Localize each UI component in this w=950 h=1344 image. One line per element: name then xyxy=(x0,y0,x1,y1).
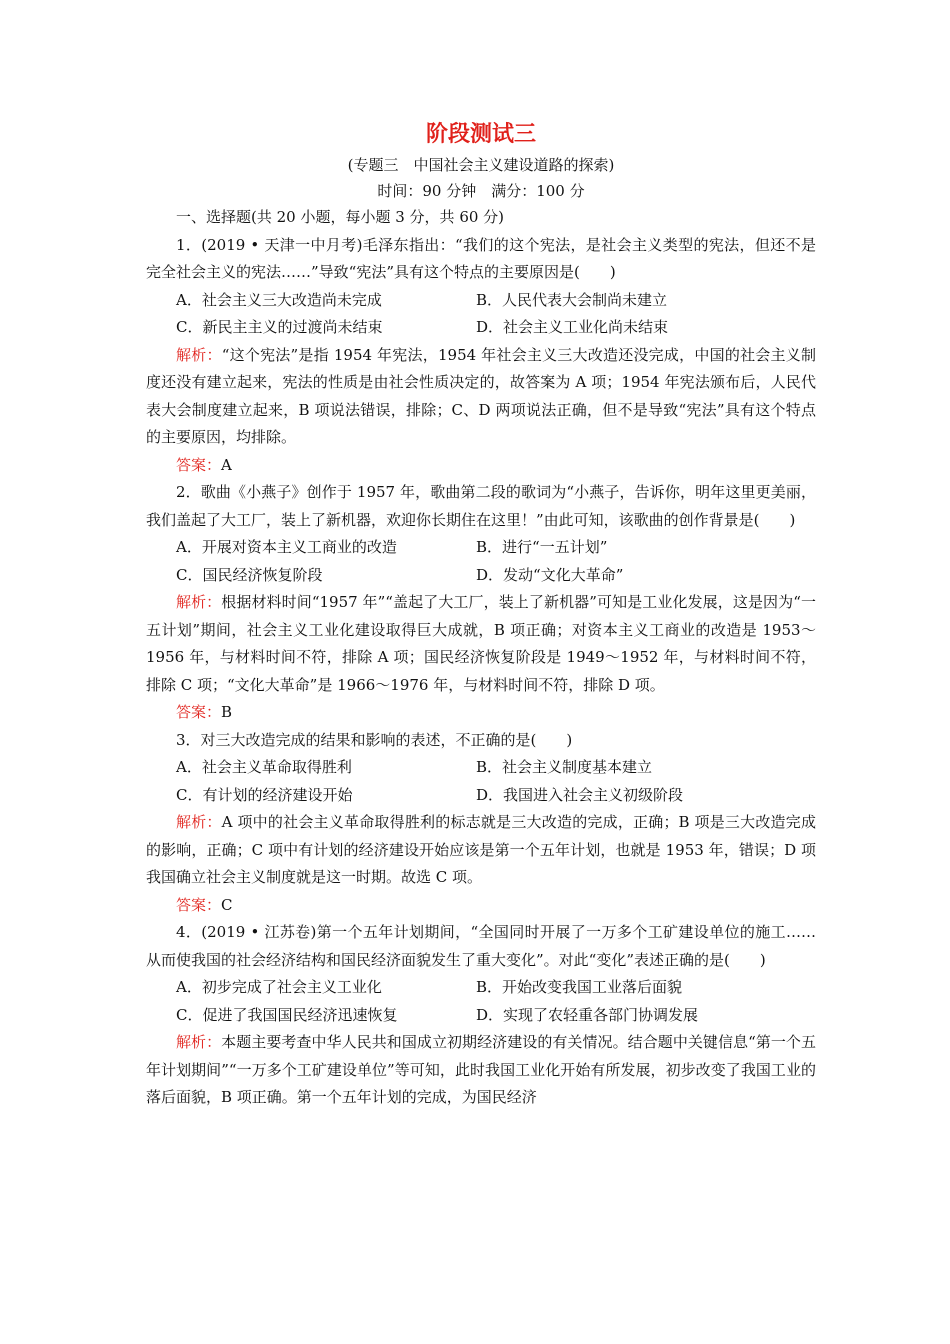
answer-value: B xyxy=(221,703,233,721)
option-a: A．社会主义三大改造尚未完成 xyxy=(176,290,382,309)
option-c: C．有计划的经济建设开始 xyxy=(176,785,353,804)
option-d: D．发动“文化大革命” xyxy=(476,565,624,584)
option-d: D．社会主义工业化尚未结束 xyxy=(476,318,669,336)
options-row xyxy=(146,974,816,1002)
option-b: B．社会主义制度基本建立 xyxy=(476,758,653,776)
answer xyxy=(146,892,816,920)
analysis-text: “这个宪法”是指 1954 年宪法，1954 年社会主义三大改造还没完成，中国的社会主义制度还没有建立起来，宪法的性质是由社会性质决定的，故答案为 A 项；1954 年宪法颁布后，人民代表大会制度建立起来，B 项说法错误，排除；C、D 两项说法正确，但不是导致“宪法”具有这个特点的主要原因，均排除。 xyxy=(146,345,816,446)
options-row xyxy=(146,314,816,342)
option-a: A．初步完成了社会主义工业化 xyxy=(176,978,382,996)
time-info: 时间：90 分钟 满分：100 分 xyxy=(377,182,585,200)
analysis xyxy=(146,342,816,452)
question-stem: 2．歌曲《小燕子》创作于 1957 年，歌曲第二段的歌词为“小燕子，告诉你，明年这里更美丽，我们盖起了大工厂，装上了新机器，欢迎你长期住在这里！”由此可知，该歌曲的创作背景是( ) xyxy=(146,483,816,529)
answer-value: C xyxy=(221,895,233,914)
analysis-label: 解析： xyxy=(176,813,222,831)
answer xyxy=(146,452,816,480)
question-stem: 1．(2019 • 天津一中月考)毛泽东指出：“我们的这个宪法，是社会主义类型的宪法，但还不是完全社会主义的宪法……”导致“宪法”具有这个特点的主要原因是( ) xyxy=(146,235,816,281)
answer-label: 答案： xyxy=(176,703,222,721)
subtitle: (专题三 中国社会主义建设道路的探索) xyxy=(347,156,615,174)
option-b: B．人民代表大会制尚未建立 xyxy=(476,290,668,309)
answer-label: 答案： xyxy=(176,895,222,914)
analysis-label: 解析： xyxy=(176,1033,222,1051)
analysis-text: 根据材料时间“1957 年”“盖起了大工厂，装上了新机器”可知是工业化发展，这是因为“一五计划”期间，社会主义工业化建设取得巨大成就，B 项正确；对资本主义工商业的改造是 1953～1956 年，与材料时间不符，排除 A 项；国民经济恢复阶段是 1949～1952 年，与材料时间不符，排除 C 项；“文化大革命”是 1966～1976 年，与材料时间不符，排除 D 项。 xyxy=(146,593,816,694)
question-stem: 3．对三大改造完成的结果和影响的表述，不正确的是( ) xyxy=(176,730,573,749)
options-row xyxy=(146,562,816,590)
options-row xyxy=(146,782,816,810)
analysis xyxy=(146,589,816,699)
option-a: A．社会主义革命取得胜利 xyxy=(176,758,352,776)
analysis-text: 本题主要考查中华人民共和国成立初期经济建设的有关情况。结合题中关键信息“第一个五年计划期间”“一万多个工矿建设单位”等可知，此时我国工业化开始有所发展，初步改变了我国工业的落后面貌，B 项正确。第一个五年计划的完成，为国民经济 xyxy=(146,1033,816,1106)
question-stem: 4．(2019 • 江苏卷)第一个五年计划期间，“全国同时开展了一万多个工矿建设单位的施工……从而使我国的社会经济结构和国民经济面貌发生了重大变化”。对此“变化”表述正确的是( ) xyxy=(146,923,816,969)
analysis-text: A 项中的社会主义革命取得胜利的标志就是三大改造的完成，正确；B 项是三大改造完成的影响，正确；C 项中有计划的经济建设开始应该是第一个五年计划，也就是 1953 年，错误；D 项我国确立社会主义制度就是这一时期。故选 C 项。 xyxy=(146,813,816,886)
options-row xyxy=(146,287,816,315)
options-row xyxy=(146,1002,816,1030)
option-a: A．开展对资本主义工商业的改造 xyxy=(176,538,397,556)
option-b: B．进行“一五计划” xyxy=(476,538,608,556)
option-c: C．国民经济恢复阶段 xyxy=(176,565,323,584)
analysis-label: 解析： xyxy=(176,345,222,364)
option-d: D．我国进入社会主义初级阶段 xyxy=(476,785,684,804)
answer xyxy=(146,699,816,727)
page-title: 阶段测试三 xyxy=(425,121,536,147)
section-heading: 一、选择题(共 20 小题，每小题 3 分，共 60 分) xyxy=(176,208,505,226)
analysis-label: 解析： xyxy=(176,593,222,611)
document-page xyxy=(146,118,816,1112)
option-c: C．新民主主义的过渡尚未结束 xyxy=(176,318,383,336)
options-row xyxy=(146,534,816,562)
answer-label: 答案： xyxy=(176,455,222,474)
option-b: B．开始改变我国工业落后面貌 xyxy=(476,978,683,996)
option-d: D．实现了农轻重各部门协调发展 xyxy=(476,1005,699,1024)
options-row xyxy=(146,754,816,782)
answer-value: A xyxy=(221,455,232,474)
option-c: C．促进了我国国民经济迅速恢复 xyxy=(176,1005,398,1024)
analysis xyxy=(146,1029,816,1112)
analysis xyxy=(146,809,816,892)
